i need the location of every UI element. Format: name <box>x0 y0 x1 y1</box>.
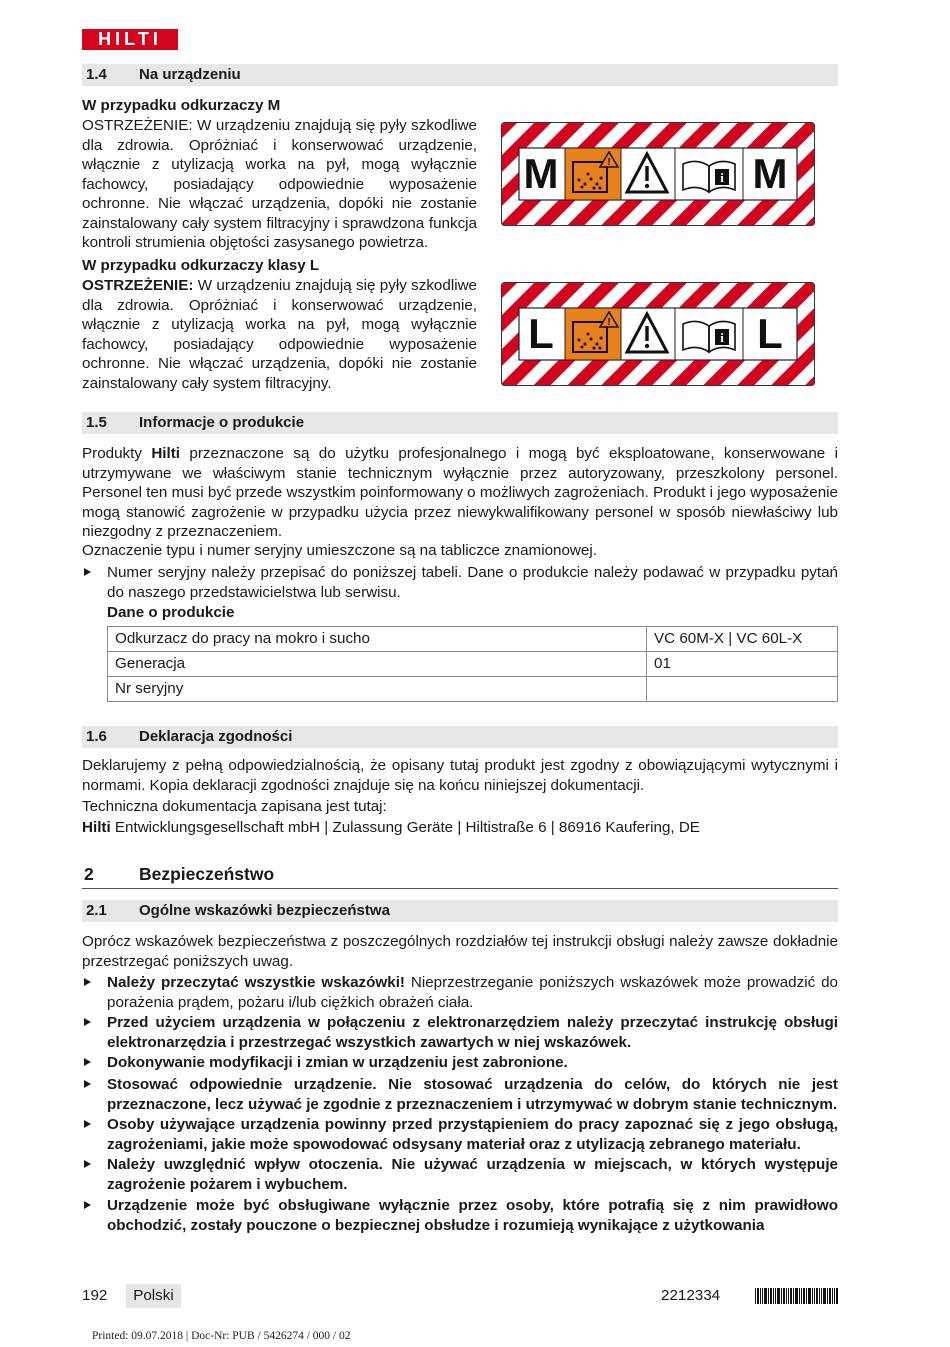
bullet-arrow-icon <box>84 1120 91 1128</box>
bullet-text: Urządzenie może być obsługiwane wyłącznie przez osoby, które potrafią się z nim prawidłowo obchodzić, zostały pouczone o bezpiecznej obsłudze i rozumieją wynikające z użytkowania <box>107 1197 838 1234</box>
svg-text:i: i <box>720 170 724 185</box>
section-title: Ogólne wskazówki bezpieczeństwa <box>139 902 390 919</box>
bullet-arrow-icon <box>84 1058 91 1066</box>
m-class-heading: W przypadku odkurzaczy M <box>82 97 281 114</box>
hilti-logo <box>82 29 178 50</box>
table-row <box>108 652 838 677</box>
table-cell-label: Odkurzacz do pracy na mokro i sucho <box>108 627 647 652</box>
m-class-warning-text: OSTRZEŻENIE: W urządzeniu znajdują się pyły szkodliwe dla zdrowia. Opróżniać i konserwować urządzenie, włącznie z utylizacją worka na pył, mogą wyłącznie fachowcy, posiadający odpowiednie wyposażenie ochronne. Nie włączać urządzenia, dopóki nie zostanie zainstalowany cały system filtracyjny i sprawdzona funkcja kontroli strumienia objętości zasysanego powietrza. <box>82 117 477 251</box>
bullet-text <box>107 973 838 1012</box>
l-class-warning-text <box>82 276 477 393</box>
section-1-6-header <box>82 726 838 748</box>
language-tab: Polski <box>126 1284 181 1308</box>
text-run: Entwicklungsgesellschaft mbH | Zulassung Geräte | Hiltistraße 6 | 86916 Kaufering, DE <box>110 819 700 836</box>
bullet-arrow-icon <box>84 1201 91 1209</box>
table-cell-value: VC 60M-X | VC 60L-X <box>647 627 838 652</box>
svg-text:i: i <box>720 330 724 345</box>
section-title: Na urządzeniu <box>139 66 241 83</box>
type-plate-paragraph: Oznaczenie typu i numer seryjny umieszczone są na tabliczce znamionowej. <box>82 542 597 559</box>
l-letter-left: L <box>528 310 554 357</box>
m-class-hazard-label <box>501 122 815 226</box>
svg-text:!: ! <box>607 317 611 328</box>
l-class-hazard-label <box>501 282 815 386</box>
table-row <box>108 627 838 652</box>
svg-text:!: ! <box>607 157 611 168</box>
chapter-title: Bezpieczeństwo <box>139 864 275 884</box>
product-data-title: Dane o produkcie <box>107 604 235 621</box>
table-cell-value: 01 <box>647 652 838 677</box>
section-title: Informacje o produkcie <box>139 414 305 431</box>
m-letter-right: M <box>752 150 788 197</box>
bullet-arrow-icon <box>84 1160 91 1168</box>
bullet-text: Należy uwzględnić wpływ otoczenia. Nie używać urządzenia w miejscach, w których występuje zagrożenie pożarem i wybuchem. <box>107 1156 838 1193</box>
bullet-arrow-icon <box>84 978 91 986</box>
bullet-text: Dokonywanie modyfikacji i zmian w urządzeniu jest zabronione. <box>107 1054 568 1071</box>
section-2-1-header <box>82 900 838 922</box>
section-1-4-header <box>82 64 838 86</box>
safety-intro: Oprócz wskazówek bezpieczeństwa z poszczególnych rozdziałów tej instrukcji obsługi należy zawsze dokładnie przestrzegać poniższych uwag. <box>82 933 838 970</box>
brand-name: Hilti <box>82 819 111 836</box>
company-address <box>82 818 838 838</box>
chapter-2-header <box>82 862 838 889</box>
l-letter-right: L <box>757 310 783 357</box>
section-title: Deklaracja zgodności <box>139 728 293 745</box>
table-row <box>108 677 838 702</box>
table-cell-label: Nr seryjny <box>108 677 647 702</box>
bullet-text: Stosować odpowiednie urządzenie. Nie stosować urządzenia do celów, do których nie jest przeznaczone, lecz używać je zgodnie z przeznaczeniem i utrzymywać w dobrym stanie technicznym. <box>107 1076 838 1113</box>
text-run: przeznaczone są do użytku profesjonalnego i mogą być eksploatowane, konserwowane i utrzymywane we właściwym stanie technicznym wyłącznie przez autoryzowany, przeszkolony personel. Personel ten musi być przede wszystkim poinformowany o możliwych zagrożeniach. Produkt i jego wyposażenie mogą stanowić zagrożenie w przypadku użycia przez niewykwalifikowany personel w sposób niewłaściwy lub niezgodny z przeznaczeniem. <box>82 445 838 540</box>
m-letter-left: M <box>523 150 559 197</box>
section-number: 1.6 <box>86 728 107 745</box>
l-class-heading: W przypadku odkurzaczy klasy L <box>82 257 320 274</box>
warning-body: W urządzeniu znajdują się pyły szkodliwe dla zdrowia. Opróżniać i konserwować urządzenie, włącznie z utylizacją worka na pył, mogą wyłącznie fachowcy, posiadający odpowiednie wyposażenie ochronne. Nie włączać urządzenia, dopóki nie zostanie zainstalowany cały system filtracyjny. <box>82 277 477 392</box>
section-number: 1.4 <box>86 66 107 83</box>
bullet-arrow-icon <box>84 1018 91 1026</box>
section-number: 1.5 <box>86 414 107 431</box>
product-data-table <box>107 626 838 702</box>
chapter-number: 2 <box>84 864 94 884</box>
bullet-text: Osoby używające urządzenia powinny przed przystąpieniem do pracy zapoznać się z jego obsługą, zagrożeniami, jakie może spowodować odsysany materiał oraz z utylizacją zebranego materiału. <box>107 1116 838 1153</box>
text-run: Nieprzestrzeganie poniższych wskazówek może prowadzić do porażenia prądem, pożaru i/lub ciężkich obrażeń ciała. <box>107 974 838 1011</box>
bullet-text: Przed użyciem urządzenia w połączeniu z elektronarzędziem należy przeczytać instrukcję obsługi elektronarzędzia i przestrzegać wszystkich zawartych w niej wskazówek. <box>107 1014 838 1051</box>
product-info-paragraph <box>82 444 838 542</box>
document-number: 2212334 <box>661 1287 721 1304</box>
barcode-icon <box>755 1288 839 1304</box>
text-run: Produkty <box>82 445 152 462</box>
print-info: Printed: 09.07.2018 | Doc-Nr: PUB / 5426274 / 000 / 02 <box>92 1330 351 1342</box>
declaration-paragraph: Deklarujemy z pełną odpowiedzialnością, że opisany tutaj produkt jest zgodny z obowiązującymi wytycznymi i normami. Kopia deklaracji zgodności znajduje się na końcu niniejszej dokumentacji. <box>82 757 838 794</box>
brand-name: Hilti <box>151 445 181 462</box>
bullet-arrow-icon <box>84 568 91 576</box>
text-run: Należy przeczytać wszystkie wskazówki! <box>107 974 405 991</box>
warning-label: OSTRZEŻENIE: <box>82 277 194 294</box>
logo-text: HILTI <box>98 29 162 49</box>
tech-doc-paragraph: Techniczna dokumentacja zapisana jest tutaj: <box>82 798 387 815</box>
table-cell-value[interactable] <box>647 677 838 702</box>
table-cell-label: Generacja <box>108 652 647 677</box>
page-number: 192 <box>82 1287 108 1304</box>
section-1-5-header <box>82 412 838 434</box>
bullet-text: Numer seryjny należy przepisać do poniższej tabeli. Dane o produkcie należy podawać w przypadku pytań do naszego przedstawicielstwa lub serwisu. <box>107 564 838 601</box>
bullet-arrow-icon <box>84 1080 91 1088</box>
section-number: 2.1 <box>86 902 107 919</box>
